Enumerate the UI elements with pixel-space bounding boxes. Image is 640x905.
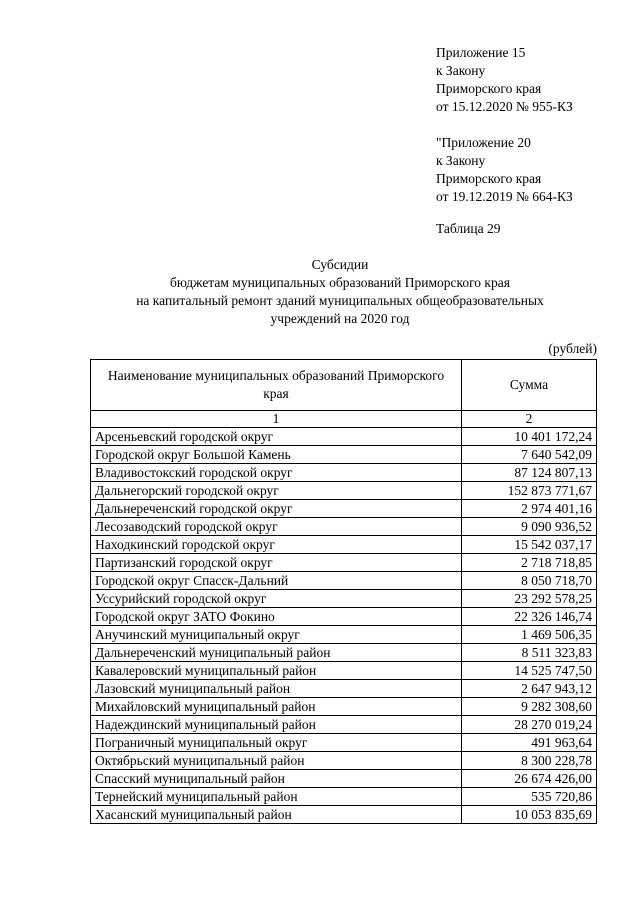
table-row (91, 806, 597, 824)
municipality-name: Спасский муниципальный район (91, 770, 462, 788)
subsidy-amount: 152 873 771,67 (462, 482, 597, 500)
subsidy-amount: 10 053 835,69 (462, 806, 597, 824)
subsidy-amount: 9 090 936,52 (462, 518, 597, 536)
units-label: (рублей) (548, 341, 597, 356)
subsidy-amount: 7 640 542,09 (462, 446, 597, 464)
municipality-name: Тернейский муниципальный район (91, 788, 462, 806)
appendix-line: от 15.12.2020 № 955-КЗ (436, 99, 573, 114)
table-row (91, 554, 597, 572)
subsidy-amount: 14 525 747,50 (462, 662, 597, 680)
appendix-line: Приморского края (436, 81, 542, 96)
municipality-name: Дальнереченский городской округ (91, 500, 462, 518)
municipality-name: Лесозаводский городской округ (91, 518, 462, 536)
table-row (91, 734, 597, 752)
subsidy-amount: 26 674 426,00 (462, 770, 597, 788)
table-row (91, 572, 597, 590)
subsidies-table (90, 359, 597, 824)
municipality-name: Надеждинский муниципальный район (91, 716, 462, 734)
subsidy-amount: 1 469 506,35 (462, 626, 597, 644)
table-row (91, 626, 597, 644)
table-row (91, 482, 597, 500)
table-row (91, 464, 597, 482)
appendix-line: к Закону (436, 63, 486, 78)
municipality-name: Арсеньевский городской округ (91, 428, 462, 446)
municipality-name: Уссурийский городской округ (91, 590, 462, 608)
table-row (91, 662, 597, 680)
title-line: бюджетам муниципальных образований Приморского края (170, 275, 510, 290)
subsidy-amount: 535 720,86 (462, 788, 597, 806)
table-row (91, 680, 597, 698)
table-row (91, 770, 597, 788)
subsidy-amount: 8 050 718,70 (462, 572, 597, 590)
municipality-name: Михайловский муниципальный район (91, 698, 462, 716)
appendix-reference-current (436, 44, 573, 116)
table-row (91, 590, 597, 608)
table-row (91, 500, 597, 518)
document-title (0, 256, 640, 328)
municipality-name: Городской округ Большой Камень (91, 446, 462, 464)
municipality-name: Кавалеровский муниципальный район (91, 662, 462, 680)
title-line: учреждений на 2020 год (270, 311, 410, 326)
municipality-name: Пограничный муниципальный округ (91, 734, 462, 752)
municipality-name: Владивостокский городской округ (91, 464, 462, 482)
subsidy-amount: 28 270 019,24 (462, 716, 597, 734)
municipality-name: Октябрьский муниципальный район (91, 752, 462, 770)
municipality-name: Дальнегорский городской округ (91, 482, 462, 500)
table-row (91, 644, 597, 662)
subsidy-amount: 2 647 943,12 (462, 680, 597, 698)
appendix-line: Приморского края (436, 171, 542, 186)
subsidy-amount: 15 542 037,17 (462, 536, 597, 554)
column-number: 2 (462, 411, 597, 428)
subsidy-amount: 87 124 807,13 (462, 464, 597, 482)
municipality-name: Хасанский муниципальный район (91, 806, 462, 824)
appendix-line: Приложение 15 (436, 45, 526, 60)
column-header-name: Наименование муниципальных образований Приморского края (91, 360, 462, 411)
subsidy-amount: 2 974 401,16 (462, 500, 597, 518)
table-row (91, 518, 597, 536)
subsidy-amount: 2 718 718,85 (462, 554, 597, 572)
appendix-reference-previous (436, 134, 573, 206)
table-row (91, 608, 597, 626)
column-number-row (91, 411, 597, 428)
municipality-name: Анучинский муниципальный округ (91, 626, 462, 644)
title-line: на капитальный ремонт зданий муниципальных общеобразовательных (136, 293, 544, 308)
subsidy-amount: 9 282 308,60 (462, 698, 597, 716)
title-line: Субсидии (311, 257, 369, 272)
appendix-line: к Закону (436, 153, 486, 168)
municipality-name: Городской округ Спасск-Дальний (91, 572, 462, 590)
municipality-name: Находкинский городской округ (91, 536, 462, 554)
table-row (91, 698, 597, 716)
column-number: 1 (91, 411, 462, 428)
subsidy-amount: 8 511 323,83 (462, 644, 597, 662)
municipality-name: Партизанский городской округ (91, 554, 462, 572)
subsidy-amount: 22 326 146,74 (462, 608, 597, 626)
municipality-name: Дальнереченский муниципальный район (91, 644, 462, 662)
table-row (91, 428, 597, 446)
table-row (91, 752, 597, 770)
table-row (91, 446, 597, 464)
subsidy-amount: 10 401 172,24 (462, 428, 597, 446)
appendix-line: от 19.12.2019 № 664-КЗ (436, 189, 573, 204)
table-row (91, 788, 597, 806)
appendix-line: "Приложение 20 (436, 135, 531, 150)
table-number: Таблица 29 (436, 221, 501, 236)
table-row (91, 536, 597, 554)
municipality-name: Городской округ ЗАТО Фокино (91, 608, 462, 626)
subsidy-amount: 491 963,64 (462, 734, 597, 752)
municipality-name: Лазовский муниципальный район (91, 680, 462, 698)
column-header-sum: Сумма (462, 360, 597, 411)
subsidy-amount: 8 300 228,78 (462, 752, 597, 770)
table-row (91, 716, 597, 734)
subsidy-amount: 23 292 578,25 (462, 590, 597, 608)
